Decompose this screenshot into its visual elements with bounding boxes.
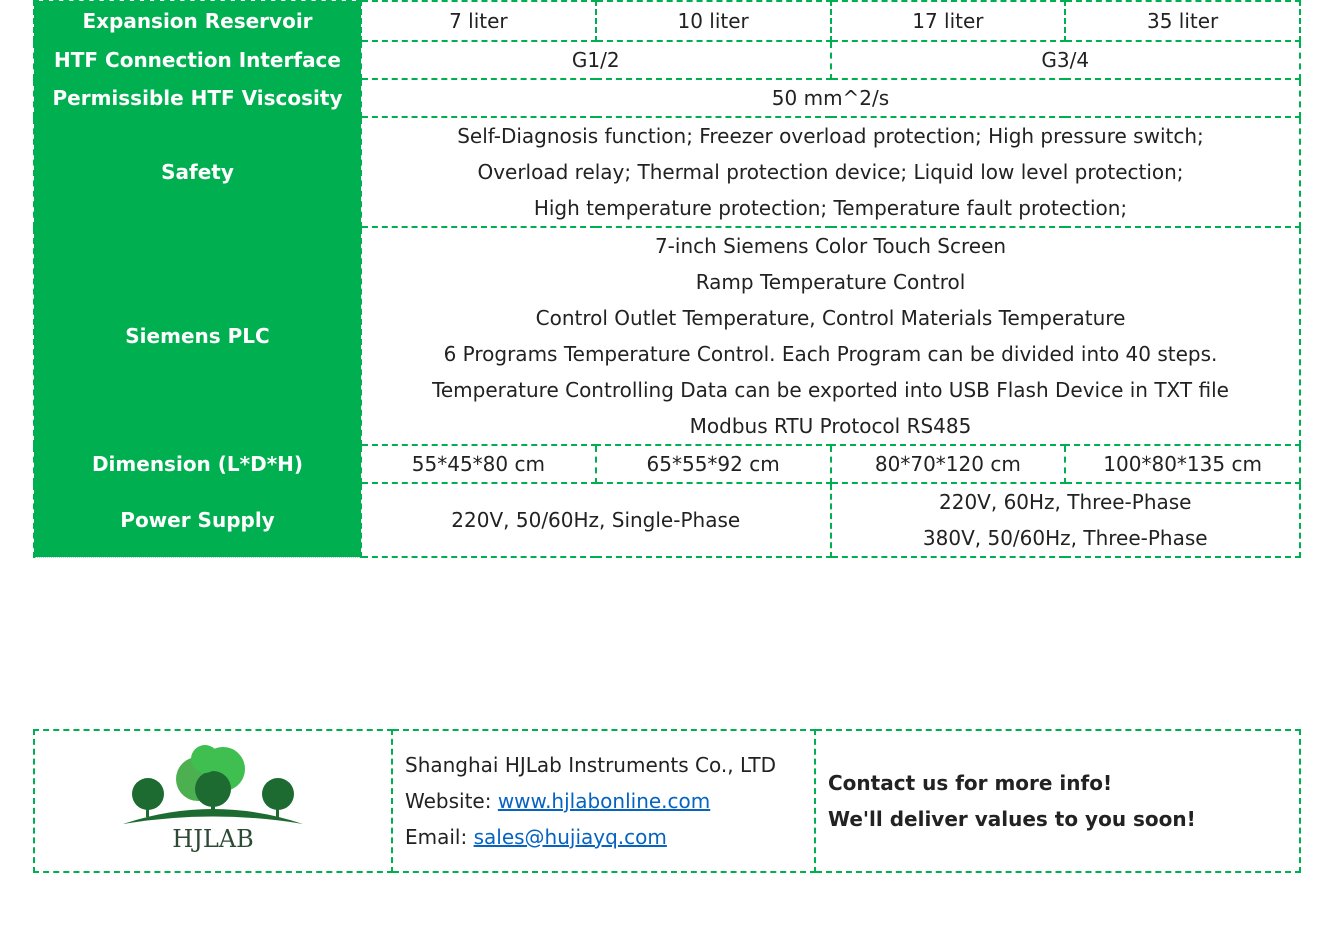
logo bbox=[34, 730, 392, 872]
email-label: Email: bbox=[405, 825, 474, 849]
line: Overload relay; Thermal protection device; Liquid low level protection; bbox=[477, 160, 1184, 184]
cell: 7 liter bbox=[361, 1, 596, 41]
row-dimension bbox=[34, 445, 1300, 483]
line: 6 Programs Temperature Control. Each Program can be divided into 40 steps. bbox=[443, 342, 1218, 366]
cell: 35 liter bbox=[1065, 1, 1300, 41]
cell: 10 liter bbox=[596, 1, 831, 41]
cell bbox=[361, 227, 1300, 445]
row-plc bbox=[34, 227, 1300, 445]
line: Modbus RTU Protocol RS485 bbox=[689, 414, 972, 438]
contact-message bbox=[815, 730, 1300, 872]
line: Temperature Controlling Data can be exported into USB Flash Device in TXT file bbox=[432, 378, 1229, 402]
line: 220V, 60Hz, Three-Phase bbox=[939, 490, 1192, 514]
cell: 65*55*92 cm bbox=[596, 445, 831, 483]
row-viscosity bbox=[34, 79, 1300, 117]
cell bbox=[361, 117, 1300, 227]
website-link[interactable]: www.hjlabonline.com bbox=[497, 789, 711, 813]
row-htf-connection bbox=[34, 41, 1300, 79]
line: Self-Diagnosis function; Freezer overload protection; High pressure switch; bbox=[457, 124, 1204, 148]
cell: 17 liter bbox=[831, 1, 1066, 41]
cell: 220V, 50/60Hz, Single-Phase bbox=[361, 483, 831, 557]
row-label: Safety bbox=[34, 117, 361, 227]
cell: 80*70*120 cm bbox=[831, 445, 1066, 483]
cell bbox=[831, 483, 1301, 557]
row-expansion bbox=[34, 1, 1300, 41]
cell: G3/4 bbox=[831, 41, 1301, 79]
row-label: Power Supply bbox=[34, 483, 361, 557]
footer bbox=[33, 729, 1301, 873]
contact-line: Contact us for more info! bbox=[828, 771, 1113, 795]
line: Ramp Temperature Control bbox=[695, 270, 966, 294]
row-label: Dimension (L*D*H) bbox=[34, 445, 361, 483]
line: 380V, 50/60Hz, Three-Phase bbox=[922, 526, 1208, 550]
row-label: HTF Connection Interface bbox=[34, 41, 361, 79]
line: High temperature protection; Temperature fault protection; bbox=[533, 196, 1128, 220]
cell: 55*45*80 cm bbox=[361, 445, 596, 483]
company-name: Shanghai HJLab Instruments Co., LTD bbox=[405, 753, 776, 777]
cell: 50 mm^2/s bbox=[361, 79, 1300, 117]
hjlab-logo-icon bbox=[113, 739, 313, 859]
company-info bbox=[392, 730, 815, 872]
row-label: Permissible HTF Viscosity bbox=[34, 79, 361, 117]
row-label: Expansion Reservoir bbox=[34, 1, 361, 41]
row-power bbox=[34, 483, 1300, 557]
svg-text:HJLAB: HJLAB bbox=[172, 824, 254, 853]
line: 7-inch Siemens Color Touch Screen bbox=[654, 234, 1007, 258]
cell: G1/2 bbox=[361, 41, 831, 79]
row-label: Siemens PLC bbox=[34, 227, 361, 445]
contact-line: We'll deliver values to you soon! bbox=[828, 807, 1196, 831]
spec-table bbox=[33, 0, 1301, 558]
line: Control Outlet Temperature, Control Materials Temperature bbox=[535, 306, 1126, 330]
website-label: Website: bbox=[405, 789, 498, 813]
email-link[interactable]: sales@hujiayq.com bbox=[473, 825, 667, 849]
cell: 100*80*135 cm bbox=[1065, 445, 1300, 483]
row-safety bbox=[34, 117, 1300, 227]
